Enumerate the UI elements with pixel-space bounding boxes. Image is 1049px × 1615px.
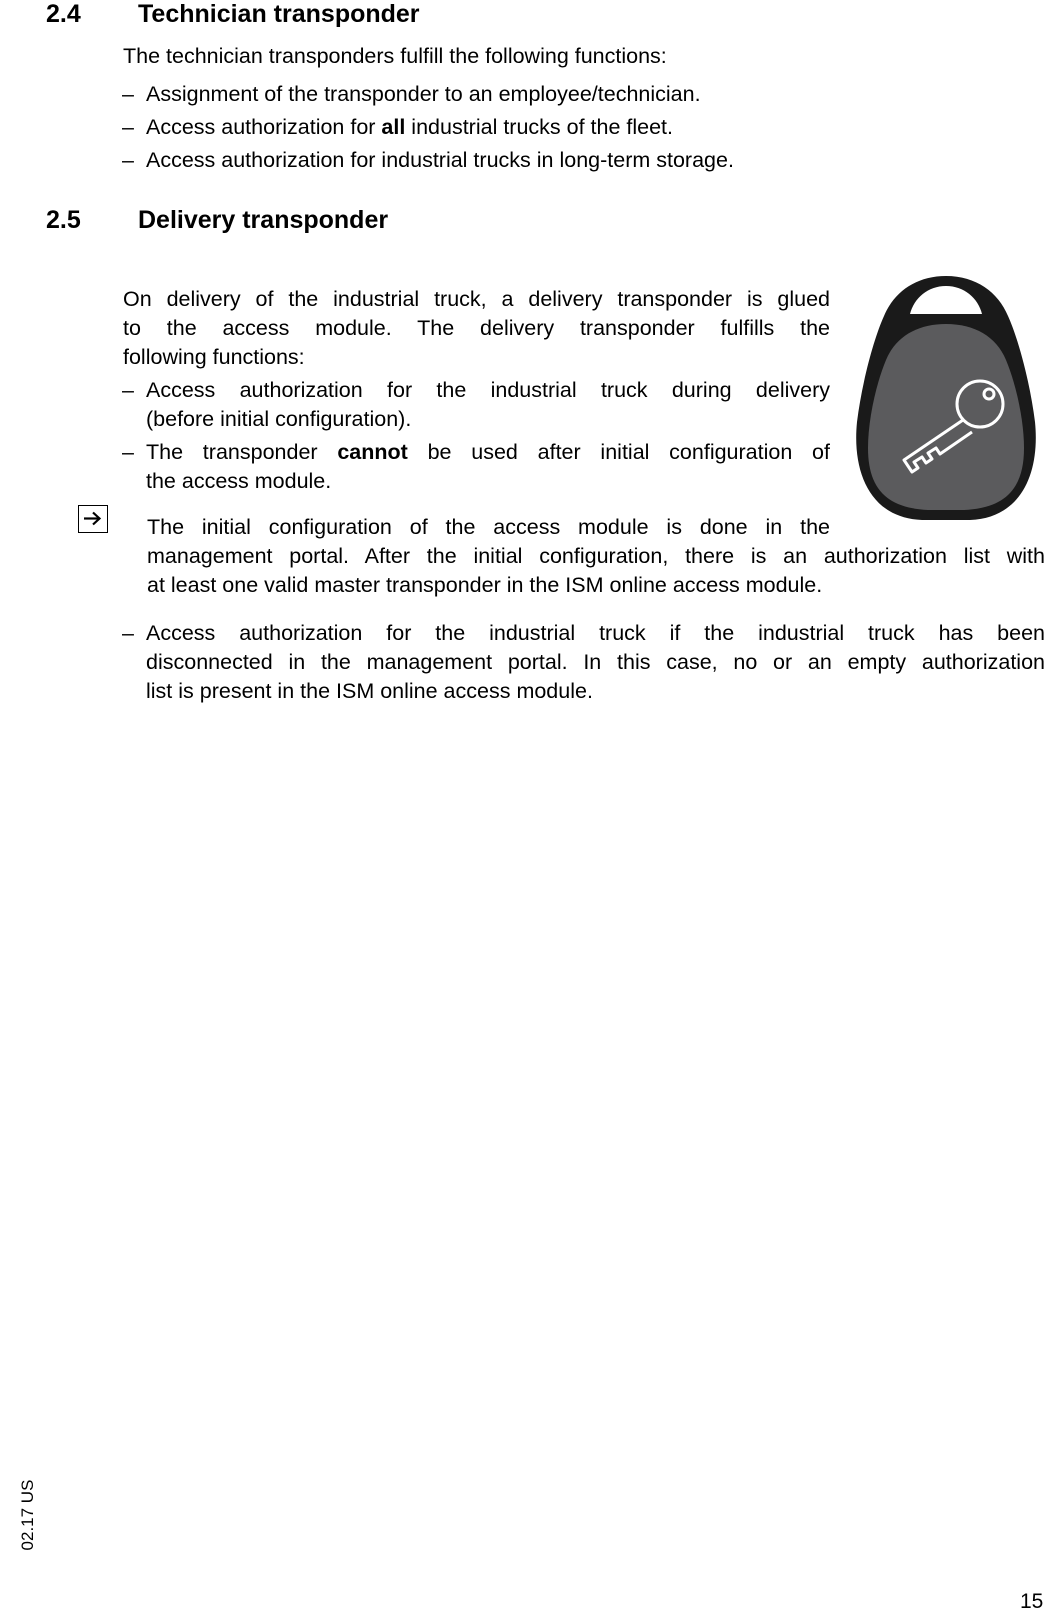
arrow-right-icon	[78, 505, 108, 533]
list-item-line: list is present in the ISM online access module.	[146, 679, 593, 703]
list-item-emphasis: all	[381, 115, 406, 139]
list-item-line: (before initial configuration).	[146, 407, 412, 431]
footer-date: 02.17 US	[18, 1479, 37, 1551]
list-dash: –	[122, 115, 134, 139]
note-line: management portal. After the initial configuration, there is an authorization list with	[147, 544, 1045, 568]
section-number: 2.4	[46, 0, 81, 28]
section-number: 2.5	[46, 206, 81, 234]
list-item-line: Access authorization for the industrial truck if the industrial truck has been	[146, 621, 1045, 645]
list-item-emphasis: cannot	[337, 440, 408, 464]
note-line: The initial configuration of the access module is done in the	[147, 515, 830, 539]
list-dash: –	[122, 440, 134, 464]
list-item-text: Access authorization for	[146, 115, 382, 139]
list-dash: –	[122, 621, 134, 645]
key-fob-transponder-icon	[852, 272, 1040, 522]
intro-line: to the access module. The delivery transponder fulfills the	[123, 316, 830, 340]
list-dash: –	[122, 378, 134, 402]
list-item-line	[146, 438, 830, 466]
note-line: at least one valid master transponder in the ISM online access module.	[147, 573, 823, 597]
list-item: Assignment of the transponder to an employee/technician.	[146, 82, 701, 106]
list-item: Access authorization for industrial trucks in long-term storage.	[146, 148, 734, 172]
list-item	[146, 113, 673, 141]
section-2-4-heading	[46, 0, 646, 28]
page-number: 15	[1020, 1590, 1044, 1613]
section-title: Technician transponder	[138, 0, 420, 28]
section-title: Delivery transponder	[138, 206, 389, 234]
intro-text: The technician transponders fulfill the following functions:	[123, 44, 667, 68]
list-item-text: The transponder	[146, 440, 338, 464]
list-dash: –	[122, 148, 134, 172]
list-item-line: Access authorization for the industrial truck during delivery	[146, 378, 830, 402]
section-2-5-heading	[46, 206, 646, 234]
list-item-line: the access module.	[146, 469, 332, 493]
list-item-line: disconnected in the management portal. In this case, no or an empty authorization	[146, 650, 1045, 674]
list-item-text: industrial trucks of the fleet.	[405, 115, 674, 139]
list-item-text: be used after initial configuration of	[407, 440, 830, 464]
intro-line: On delivery of the industrial truck, a delivery transponder is glued	[123, 287, 830, 311]
intro-line: following functions:	[123, 345, 305, 369]
list-dash: –	[122, 82, 134, 106]
